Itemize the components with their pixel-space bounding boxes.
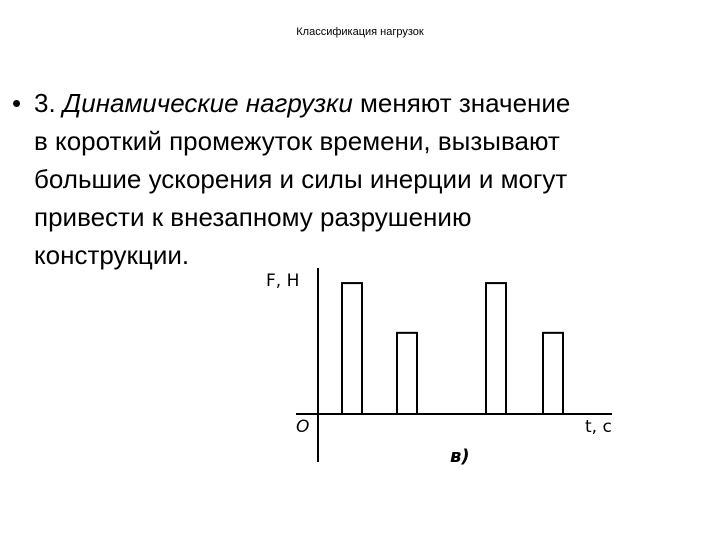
load-pulse-bar-1 <box>342 283 362 414</box>
bullet-number: 3. <box>34 88 56 118</box>
bullet-marker: • <box>12 88 22 118</box>
bullet-line-5: конструкции. <box>34 240 190 270</box>
bullet-line-4: привести к внезапному разрушению <box>34 202 472 232</box>
load-pulse-bar-2 <box>397 333 417 414</box>
load-pulse-bar-4 <box>543 333 563 414</box>
bullet-line-3: большие ускорения и силы инерции и могут <box>34 164 568 194</box>
bars-group <box>342 283 563 414</box>
bullet-emphasis: Динамические нагрузки <box>62 88 353 118</box>
load-pulse-bar-3 <box>486 283 506 414</box>
figure-caption: в) <box>450 446 470 467</box>
bullet-line-1-rest: меняют значение <box>360 88 571 118</box>
origin-label: O <box>296 417 310 437</box>
slide-title: Классификация нагрузок <box>296 26 424 38</box>
x-axis-label: t, c <box>585 417 612 437</box>
bullet-line-2: в короткий промежуток времени, вызывают <box>34 126 560 156</box>
y-axis-label: F, Н <box>266 271 300 291</box>
